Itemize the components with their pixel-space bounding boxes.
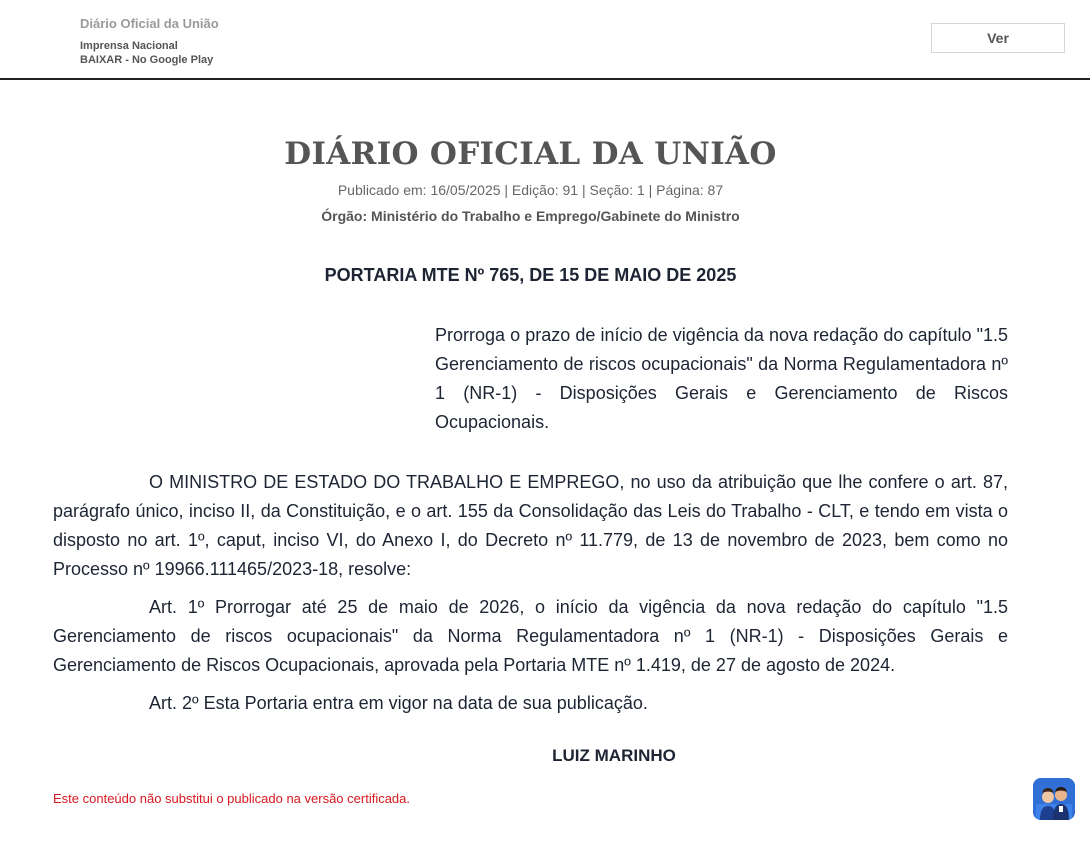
article-2: Art. 2º Esta Portaria entra em vigor na data de sua publicação. xyxy=(149,693,648,713)
ementa: Prorroga o prazo de início de vigência da nova redação do capítulo "1.5 Gerenciamento de riscos ocupacionais" da Norma Regulamentadora nº 1 (NR-1) - Disposições Gerais e Gerenciamento de Riscos Ocupacionais. xyxy=(435,325,1008,432)
brand-title[interactable]: Diário Oficial da União xyxy=(80,16,219,31)
disclaimer-text: Este conteúdo não substitui o publicado na versão certificada. xyxy=(53,791,411,806)
signer-name: LUIZ MARINHO xyxy=(552,746,676,765)
document-title: DIÁRIO OFICIAL DA UNIÃO xyxy=(284,136,777,172)
download-link[interactable]: BAIXAR - No Google Play xyxy=(80,54,214,66)
brand-block xyxy=(80,16,219,67)
article-1: Art. 1º Prorrogar até 25 de maio de 2026, o início da vigência da nova redação do capítulo "1.5 Gerenciamento de riscos ocupacionais" da Norma Regulamentadora nº 1 (NR-1) - Disposições Gerais e Gerenciamento de Riscos Ocupacionais, aprovada pela Portaria MTE nº 1.419, de 27 de agosto de 2024. xyxy=(53,597,1008,675)
publication-info: Publicado em: 16/05/2025 | Edição: 91 | Seção: 1 | Página: 87 xyxy=(337,182,724,198)
portaria-title: PORTARIA MTE Nº 765, DE 15 DE MAIO DE 2025 xyxy=(324,265,737,285)
orgao-line: Órgão: Ministério do Trabalho e Emprego/Gabinete do Ministro xyxy=(321,208,740,224)
ver-button[interactable]: Ver xyxy=(931,23,1065,53)
preamble-paragraph: O MINISTRO DE ESTADO DO TRABALHO E EMPREGO, no uso da atribuição que lhe confere o art. 87, parágrafo único, inciso II, da Constituição, e o art. 155 da Consolidação das Leis do Trabalho - CLT, e tendo em vista o disposto no art. 1º, caput, inciso VI, do Anexo I, do Decreto nº 11.779, de 13 de novembro de 2023, bem como no Processo nº 19966.111465/2023-18, resolve: xyxy=(53,472,1008,579)
publisher-label: Imprensa Nacional xyxy=(80,40,178,52)
assistant-avatar-icon[interactable] xyxy=(1033,778,1075,820)
top-bar xyxy=(0,0,1090,80)
assistant-avatar-graphic xyxy=(1033,778,1075,820)
